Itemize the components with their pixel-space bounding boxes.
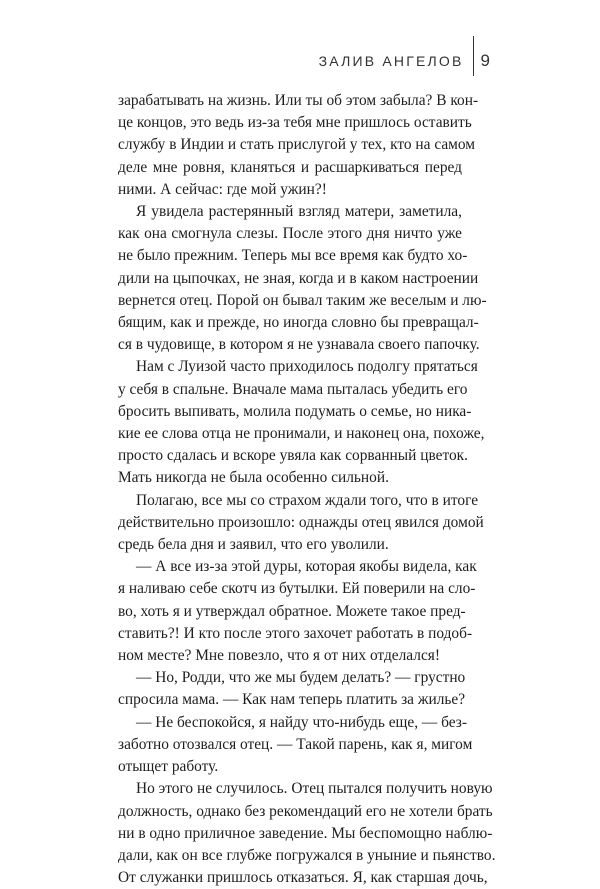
- text-line: Полагаю, все мы со страхом ждали того, что в итоге: [136, 491, 479, 509]
- text-line: ставить?! И кто после этого захочет работать в подоб-: [118, 624, 473, 642]
- text-line: просто сдалась и вскоре увяла как сорванный цветок.: [118, 447, 469, 465]
- text-line: действительно произошло: однажды отец явился домой: [118, 513, 484, 531]
- text-line: Но этого не случилось. Отец пытался получить новую: [136, 780, 493, 798]
- text-line: Мать никогда не была особенно сильной.: [118, 469, 389, 487]
- text-line: ни в одно приличное заведение. Мы беспомощно наблю-: [118, 824, 493, 842]
- text-line: — Но, Родди, что же мы будем делать? — грустно: [136, 669, 466, 687]
- text-line: я наливаю себе скотч из бутылки. Ей поверили на сло-: [118, 580, 476, 598]
- text-line: спросила мама. — Как нам теперь платить за жилье?: [118, 691, 466, 709]
- text-line: службу в Индии и стать прислугой у тех, кто на самом: [118, 136, 476, 154]
- text-line: средь бела дня и заявил, что его уволили.: [118, 536, 389, 554]
- text-line: отыщет работу.: [118, 758, 219, 776]
- text-line: должность, однако без рекомендаций его не хотели брать: [118, 802, 493, 820]
- text-line: — А все из-за этой дуры, которая якобы видела, как: [136, 558, 477, 576]
- text-line: дали, как он все глубже погружался в уныние и пьянство.: [118, 846, 496, 864]
- text-line: — Не беспокойся, я найду что-нибудь еще, — без-: [136, 713, 467, 731]
- text-line: Я увидела растерянный взгляд матери, заметила,: [136, 203, 462, 221]
- page-number: 9: [480, 51, 490, 70]
- text-line: зарабатывать на жизнь. Или ты об этом забыла? В кон-: [118, 92, 479, 109]
- running-header: [319, 36, 490, 76]
- text-line: це концов, это ведь из-за тебя мне пришлось оставить: [118, 114, 472, 132]
- text-line: у себя в спальне. Вначале мама пыталась убедить его: [118, 380, 468, 398]
- text-line: От служанки пришлось отказаться. Я, как старшая дочь,: [118, 869, 488, 887]
- text-line: вернется отец. Порой он бывал таким же веселым и лю-: [118, 291, 487, 309]
- text-line: ся в чудовище, в котором я не узнавала своего папочку.: [118, 336, 480, 354]
- text-line: не было прежним. Теперь мы все время как будто хо-: [118, 247, 468, 265]
- text-line: ном месте? Мне повезло, что я от них отделался!: [118, 647, 440, 665]
- running-title: ЗАЛИВ АНГЕЛОВ: [318, 53, 464, 69]
- text-line: Нам с Луизой часто приходилось подолгу прятаться: [136, 358, 478, 376]
- text-line: во, хоть я и утверждал обратное. Можете такое пред-: [118, 602, 466, 620]
- text-line: бросить выпивать, молила подумать о семье, но ника-: [118, 402, 472, 420]
- text-line: ними. А сейчас: где мой ужин?!: [118, 180, 327, 198]
- text-line: кие ее слова отца не пронимали, и наконец она, похоже,: [118, 425, 485, 443]
- text-line: заботно отозвался отец. — Такой парень, как я, мигом: [118, 735, 473, 753]
- body-text: [118, 90, 496, 889]
- text-line: дили на цыпочках, не зная, когда и в каком настроении: [118, 269, 479, 287]
- text-line: деле мне ровня, кланяться и расшаркиваться перед: [118, 158, 462, 176]
- text-line: бящим, как и прежде, но иногда словно бы превращал-: [118, 314, 479, 332]
- text-line: как она смогнула слезы. После этого дня ничто уже: [118, 225, 462, 243]
